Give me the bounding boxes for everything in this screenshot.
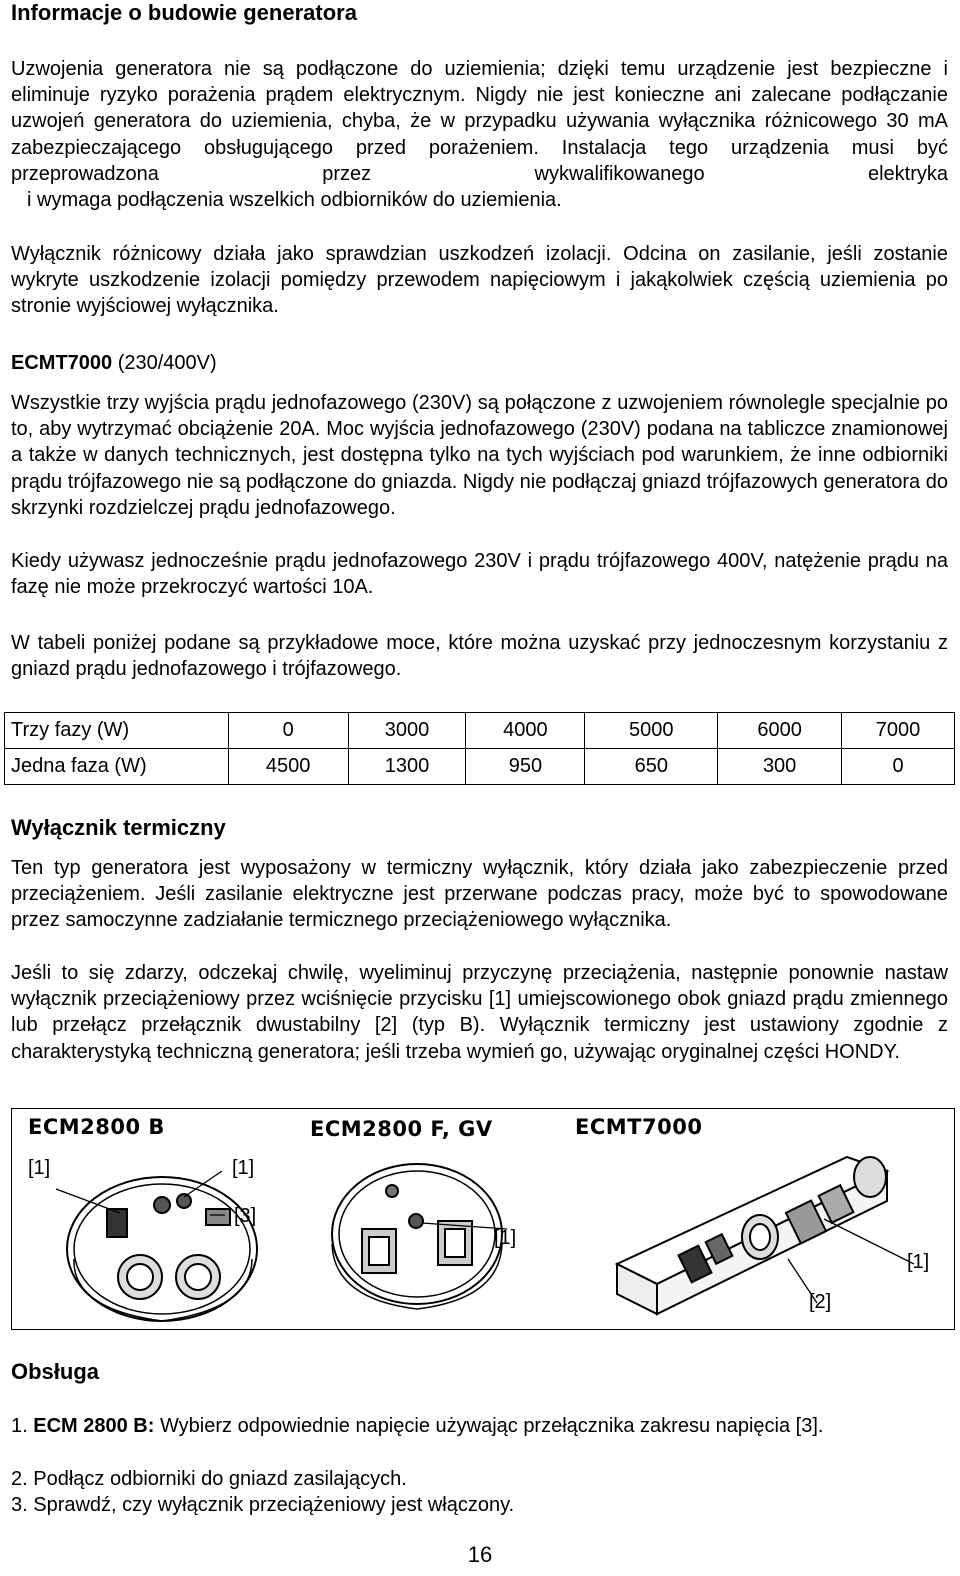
paragraph-thermal-2: Jeśli to się zdarzy, odczekaj chwilę, wyeliminuj przyczynę przeciążenia, następnie ponownie nastaw wyłącznik przeciążeniowy przez wciśnięcie przycisku [1] umiejscowionego obok gniazd prądu zmiennego lub przełącz przełącznik dwustabilny [2] (typ B). Wyłącznik termiczny jest ustawiony zgodnie z charakterystyką techniczną generatora; jeśli trzeba wymień go, używając oryginalnej części HONDY. [11, 962, 948, 1063]
callout-label: [1] [28, 1157, 51, 1179]
paragraph-single-phase: Wszystkie trzy wyjścia prądu jednofazowego (230V) są połączone z uzwojeniem równolegle specjalnie po to, aby wytrzymać obciążenie 20A. Moc wyjścia jednofazowego (230V) podana na tabliczce znamionowej a także w danych technicznych, jest dostępna tylko na tych wyjściach pod warunkiem, że inne odbiorniki prądu trójfazowego nie są podłączone do gniazda. Nigdy nie podłączaj gniazd trójfazowych generatora do skrzynki rozdzielczej prądu jednofazowego. [11, 392, 948, 519]
paragraph-table-intro: W tabeli poniżej podane są przykładowe moce, które można uzyskać przy jednoczesnym korzystaniu z gniazd prądu jednofazowego i trójfazowego. [11, 632, 948, 681]
table-row-label: Trzy fazy (W) [5, 713, 229, 749]
callout-label: [3] [234, 1205, 257, 1227]
paragraph-rcd: Wyłącznik różnicowy działa jako sprawdzian uszkodzeń izolacji. Odcina on zasilanie, jeśli zostanie wykryte uszkodzenie izolacji pomiędzy przewodem napięciowym i jakąkolwiek częścią uziemienia po stronie wyjściowej wyłącznika. [11, 243, 948, 318]
ecmt7000-drawing [617, 1157, 914, 1314]
paragraph-thermal-1: Ten typ generatora jest wyposażony w termiczny wyłącznik, który działa jako zabezpieczenie przed przeciążeniem. Jeśli zasilanie elektryczne jest przerwane podczas pracy, może być to spowodowane przez samoczynne zadziałanie termicznego przeciążeniowego wyłącznika. [11, 857, 948, 932]
callout-label: [1] [907, 1251, 930, 1273]
step-text: Wybierz odpowiednie napięcie używając przełącznika zakresu napięcia [3]. [154, 1415, 824, 1437]
operation-step-2: 2. Podłącz odbiorniki do gniazd zasilających. [11, 1468, 407, 1490]
operation-step-1 [11, 1413, 948, 1439]
table-cell: 650 [585, 749, 718, 785]
operation-step-3: 3. Sprawdź, czy wyłącznik przeciążeniowy jest włączony. [11, 1494, 515, 1516]
section-title-thermal-breaker: Wyłącznik termiczny [11, 815, 226, 840]
callout-label: [1] [232, 1157, 255, 1179]
table-cell: 300 [718, 749, 842, 785]
paragraph-simultaneous: Kiedy używasz jednocześnie prądu jednofazowego 230V i prądu trójfazowego 400V, natężenie prądu na fazę nie może przekroczyć wartości 10A. [11, 550, 948, 599]
callout-label: [2] [809, 1291, 832, 1313]
panel-title-ecm2800fgv: ECM2800 F, GV [310, 1117, 493, 1141]
callout-label: [1] [494, 1227, 517, 1249]
model-heading [11, 350, 217, 376]
table-cell: 4500 [228, 749, 348, 785]
table-cell: 7000 [842, 713, 955, 749]
paragraph-grounding-indent-line [11, 187, 948, 213]
table-cell: 950 [466, 749, 585, 785]
section-title-operation: Obsługa [11, 1359, 100, 1384]
panel-title-ecm2800b: ECM2800 B [28, 1115, 165, 1139]
table-cell: 0 [842, 749, 955, 785]
control-panel-figure [11, 1108, 955, 1330]
section-title-generator-construction: Informacje o budowie generatora [11, 0, 357, 25]
paragraph-grounding-last-line: i wymaga podłączenia wszelkich odbiorników do uziemienia. [27, 189, 562, 212]
table-cell: 4000 [466, 713, 585, 749]
table-row [5, 713, 955, 749]
table-cell: 1300 [348, 749, 466, 785]
table-row-label: Jedna faza (W) [5, 749, 229, 785]
model-name: ECMT7000 [11, 352, 113, 374]
step-number: 1. [11, 1415, 34, 1437]
panel-title-ecmt7000: ECMT7000 [575, 1115, 703, 1139]
paragraph-grounding [11, 56, 948, 213]
power-table [4, 712, 955, 785]
table-cell: 3000 [348, 713, 466, 749]
model-voltage: (230/400V) [112, 352, 217, 374]
table-row [5, 749, 955, 785]
step-model: ECM 2800 B: [33, 1415, 155, 1437]
page-number: 16 [467, 1542, 493, 1567]
paragraph-grounding-text: Uzwojenia generatora nie są podłączone do uziemienia; dzięki temu urządzenie jest bezpieczne i eliminuje ryzyko porażenia prądem elektrycznym. Nigdy nie jest konieczne ani zalecane podłączanie uzwojeń generatora do uziemienia, chyba, że w przypadku używania wyłącznika różnicowego 30 mA zabezpieczającego obsługującego przed porażeniem. Instalacja tego urządzenia musi być przeprowadzona przez wykwalifikowanego elektryka [11, 58, 948, 185]
table-cell: 6000 [718, 713, 842, 749]
table-cell: 5000 [585, 713, 718, 749]
ecm2800b-drawing [56, 1171, 257, 1321]
ecm2800fgv-drawing [332, 1164, 507, 1309]
table-cell: 0 [228, 713, 348, 749]
